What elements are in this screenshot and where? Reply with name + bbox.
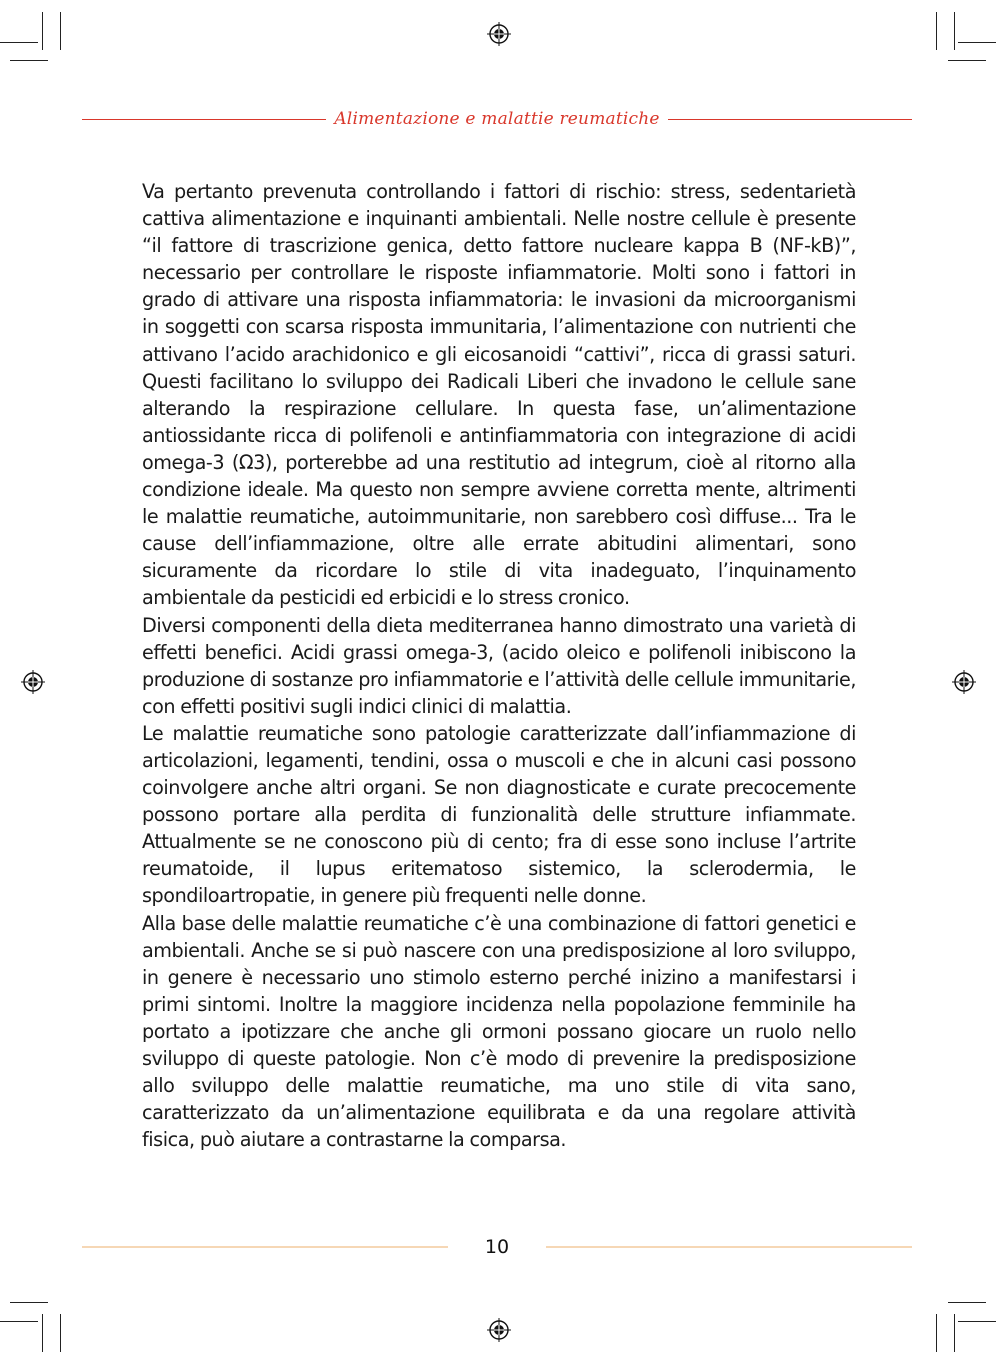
body-text (142, 178, 856, 1153)
crop-mark (10, 1302, 48, 1303)
crop-mark (954, 1314, 955, 1352)
crop-mark (60, 12, 61, 50)
crop-mark (936, 1314, 937, 1352)
paragraph: Diversi componenti della dieta mediterranea hanno dimostrato una varietà di effetti benefici. Acidi grassi omega-3, (acido oleico e polifenoli inibiscono la produzione di sostanze pro infiammatorie e l’attività delle cellule immunitarie, con effetti positivi sugli indici clinici di malattia. (142, 613, 856, 718)
header-rule-right (668, 119, 912, 120)
paragraph: Le malattie reumatiche sono patologie caratterizzate dall’infiammazione di articolazioni, legamenti, tendini, ossa o muscoli e che in alcuni casi possono coinvolgere anche altri organi. Se non diagnosticate e curate precocemente possono portare alla perdita di funzionalità delle strutture infiammate. Attualmente se ne conoscono più di cento; fra di esse sono incluse l’artrite reumatoide, il lupus eritematoso sistemico, la sclerodermia, le spondiloartropatie, in genere più frequenti nelle donne. (142, 721, 856, 908)
crop-mark (948, 1302, 986, 1303)
header-rule-left (82, 119, 326, 120)
running-header-title: Alimentazione e malattie reumatiche (334, 109, 660, 129)
footer-rule-right (546, 1246, 912, 1248)
crop-mark (10, 60, 48, 61)
paragraph: Alla base delle malattie reumatiche c’è una combinazione di fattori genetici e ambientali. Anche se si può nascere con una predisposizione al loro sviluppo, in genere è necessario uno stimolo esterno perché inizino a manifestarsi i primi sintomi. Inoltre la maggiore incidenza nella popolazione femminile ha portato a ipotizzare che anche gli ormoni possano giocare un ruolo nello sviluppo di queste patologie. Non c’è modo di prevenire la predisposizione allo sviluppo delle malattie reumatiche, ma uno stile di vita sano, caratterizzato da un’alimentazione equilibrata e da una regolare attività fisica, può aiutare a contrastarne la comparsa. (142, 911, 856, 1152)
crop-mark (958, 1321, 996, 1322)
paragraph: Va pertanto prevenuta controllando i fattori di rischio: stress, sedentarietà cattiva alimentazione e inquinanti ambientali. Nelle nostre cellule è presente “il fattore di trascrizione genica, detto fattore nucleare kappa B (NF-kB)”, necessario per controllare le risposte infiammatorie. Molti sono i fattori in grado di attivare una risposta infiammatoria: le invasioni da microorganismi in soggetti con scarsa risposta immunitaria, l’alimentazione con nutrienti che attivano l’acido arachidonico e gli eicosanoidi “cattivi”, ricca di grassi saturi. Questi facilitano lo sviluppo dei Radicali Liberi che invadono le cellule sane alterando la respirazione cellulare. In questa fase, un’alimentazione antiossidante ricca di polifenoli e antinfiammatoria con integrazione di acidi omega-3 (Ω3), porterebbe ad una restitutio ad integrum, cioè al ritorno alla condizione ideale. Ma questo non sempre avviene corretta mente, altrimenti le malattie reumatiche, autoimmunitarie, non sarebbero così diffuse... Tra le cause dell’infiammazione, oltre alle errate abitudini alimentari, sono sicuramente da ricordare lo stile di vita inadeguato, l’inquinamento ambientale da pesticidi ed erbicidi e lo stress cronico. (142, 180, 856, 610)
running-header (82, 104, 912, 134)
registration-mark-icon (952, 670, 976, 694)
page-footer (82, 1234, 912, 1260)
crop-mark (936, 12, 937, 50)
crop-mark (954, 12, 955, 50)
crop-mark (0, 42, 38, 43)
registration-mark-icon (21, 670, 45, 694)
registration-mark-icon (487, 1318, 511, 1342)
crop-mark (948, 60, 986, 61)
footer-rule-left (82, 1246, 448, 1248)
crop-mark (42, 12, 43, 50)
crop-mark (60, 1314, 61, 1352)
page-number: 10 (484, 1236, 510, 1258)
crop-mark (42, 1314, 43, 1352)
registration-mark-icon (487, 22, 511, 46)
crop-mark (0, 1321, 38, 1322)
crop-mark (958, 42, 996, 43)
